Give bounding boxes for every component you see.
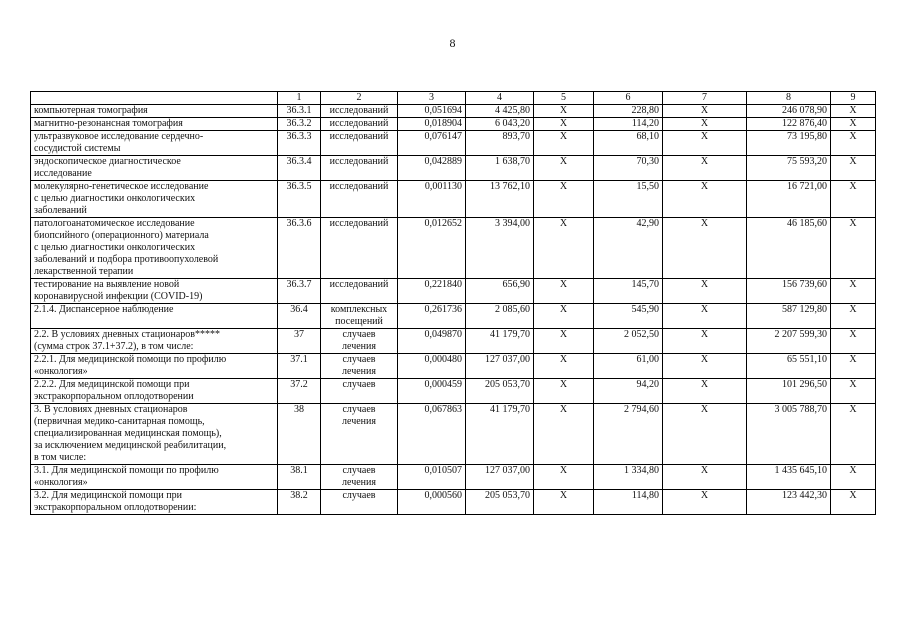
value-col-3: 0,049870 [398,329,466,354]
value-col-9: Х [831,131,876,156]
row-code: 37.1 [278,354,321,379]
value-col-6: 68,10 [594,131,663,156]
row-code: 38.1 [278,465,321,490]
value-col-3: 0,261736 [398,304,466,329]
value-col-8: 122 876,40 [747,118,831,131]
value-col-3: 0,221840 [398,279,466,304]
indicator-name: компьютерная томография [31,105,278,118]
value-col-4: 205 053,70 [466,490,534,515]
value-col-9: Х [831,304,876,329]
unit: исследований [321,156,398,181]
table-row [31,304,876,329]
value-col-3: 0,001130 [398,181,466,218]
column-header: 1 [278,92,321,105]
value-col-5: Х [534,354,594,379]
value-col-6: 145,70 [594,279,663,304]
row-code: 36.3.5 [278,181,321,218]
unit: исследований [321,279,398,304]
row-code: 36.3.6 [278,218,321,279]
unit: случаев [321,490,398,515]
value-col-5: Х [534,131,594,156]
column-header: 9 [831,92,876,105]
value-col-5: Х [534,156,594,181]
value-col-6: 1 334,80 [594,465,663,490]
value-col-8: 101 296,50 [747,379,831,404]
table-row [31,490,876,515]
value-col-9: Х [831,118,876,131]
value-col-7: Х [663,118,747,131]
indicator-name: 2.1.4. Диспансерное наблюдение [31,304,278,329]
table-row [31,329,876,354]
value-col-6: 2 794,60 [594,404,663,465]
value-col-3: 0,067863 [398,404,466,465]
value-col-3: 0,051694 [398,105,466,118]
unit: исследований [321,118,398,131]
unit: исследований [321,131,398,156]
value-col-9: Х [831,105,876,118]
table-row [31,379,876,404]
value-col-3: 0,010507 [398,465,466,490]
value-col-4: 3 394,00 [466,218,534,279]
value-col-8: 2 207 599,30 [747,329,831,354]
data-table [30,91,876,515]
value-col-3: 0,000480 [398,354,466,379]
row-code: 36.3.7 [278,279,321,304]
value-col-5: Х [534,181,594,218]
column-header: 2 [321,92,398,105]
row-code: 38.2 [278,490,321,515]
value-col-4: 1 638,70 [466,156,534,181]
value-col-4: 41 179,70 [466,329,534,354]
value-col-7: Х [663,490,747,515]
value-col-8: 156 739,60 [747,279,831,304]
value-col-8: 16 721,00 [747,181,831,218]
column-header-row [31,92,876,105]
column-header: 5 [534,92,594,105]
value-col-9: Х [831,379,876,404]
value-col-6: 114,80 [594,490,663,515]
indicator-name: тестирование на выявление новой коронавирусной инфекции (COVID-19) [31,279,278,304]
indicator-name: магнитно-резонансная томография [31,118,278,131]
indicator-name: молекулярно-генетическое исследование с целью диагностики онкологических заболеваний [31,181,278,218]
column-header: 8 [747,92,831,105]
unit: случаев лечения [321,329,398,354]
value-col-5: Х [534,304,594,329]
value-col-6: 114,20 [594,118,663,131]
unit: исследований [321,218,398,279]
value-col-4: 6 043,20 [466,118,534,131]
row-code: 37 [278,329,321,354]
value-col-3: 0,012652 [398,218,466,279]
value-col-9: Х [831,465,876,490]
value-col-6: 545,90 [594,304,663,329]
value-col-9: Х [831,181,876,218]
value-col-4: 656,90 [466,279,534,304]
table-row [31,105,876,118]
row-code: 38 [278,404,321,465]
value-col-5: Х [534,329,594,354]
value-col-9: Х [831,490,876,515]
value-col-7: Х [663,304,747,329]
unit: случаев лечения [321,465,398,490]
value-col-5: Х [534,490,594,515]
value-col-6: 228,80 [594,105,663,118]
value-col-7: Х [663,465,747,490]
value-col-7: Х [663,379,747,404]
unit: исследований [321,105,398,118]
value-col-6: 42,90 [594,218,663,279]
column-header [31,92,278,105]
value-col-4: 13 762,10 [466,181,534,218]
indicator-name: 2.2.2. Для медицинской помощи при экстракорпоральном оплодотворении [31,379,278,404]
value-col-4: 2 085,60 [466,304,534,329]
value-col-4: 41 179,70 [466,404,534,465]
value-col-8: 46 185,60 [747,218,831,279]
table-row [31,118,876,131]
row-code: 36.4 [278,304,321,329]
value-col-7: Х [663,131,747,156]
value-col-6: 15,50 [594,181,663,218]
row-code: 37.2 [278,379,321,404]
value-col-8: 587 129,80 [747,304,831,329]
table-row [31,156,876,181]
value-col-7: Х [663,329,747,354]
indicator-name: 3.1. Для медицинской помощи по профилю «онкология» [31,465,278,490]
value-col-3: 0,000560 [398,490,466,515]
table-row [31,131,876,156]
value-col-5: Х [534,105,594,118]
value-col-9: Х [831,404,876,465]
row-code: 36.3.2 [278,118,321,131]
table-row [31,181,876,218]
value-col-3: 0,018904 [398,118,466,131]
value-col-7: Х [663,279,747,304]
value-col-8: 246 078,90 [747,105,831,118]
indicator-name: ультразвуковое исследование сердечно- сосудистой системы [31,131,278,156]
value-col-6: 61,00 [594,354,663,379]
table-row [31,218,876,279]
value-col-9: Х [831,329,876,354]
value-col-6: 70,30 [594,156,663,181]
page-number: 8 [449,36,456,50]
value-col-5: Х [534,218,594,279]
value-col-7: Х [663,404,747,465]
value-col-5: Х [534,379,594,404]
row-code: 36.3.4 [278,156,321,181]
indicator-name: 2.2.1. Для медицинской помощи по профилю «онкология» [31,354,278,379]
value-col-9: Х [831,279,876,304]
value-col-3: 0,000459 [398,379,466,404]
value-col-5: Х [534,118,594,131]
value-col-4: 893,70 [466,131,534,156]
value-col-6: 2 052,50 [594,329,663,354]
value-col-9: Х [831,354,876,379]
value-col-7: Х [663,218,747,279]
table-row [31,354,876,379]
value-col-7: Х [663,105,747,118]
value-col-4: 4 425,80 [466,105,534,118]
value-col-5: Х [534,465,594,490]
value-col-8: 123 442,30 [747,490,831,515]
indicator-name: 2.2. В условиях дневных стационаров***** (сумма строк 37.1+37.2), в том числе: [31,329,278,354]
value-col-5: Х [534,404,594,465]
unit: случаев [321,379,398,404]
value-col-9: Х [831,218,876,279]
value-col-8: 75 593,20 [747,156,831,181]
value-col-4: 205 053,70 [466,379,534,404]
unit: случаев лечения [321,354,398,379]
value-col-7: Х [663,181,747,218]
value-col-5: Х [534,279,594,304]
value-col-8: 1 435 645,10 [747,465,831,490]
column-header: 7 [663,92,747,105]
indicator-name: эндоскопическое диагностическое исследование [31,156,278,181]
value-col-8: 65 551,10 [747,354,831,379]
value-col-4: 127 037,00 [466,465,534,490]
value-col-7: Х [663,354,747,379]
table-row [31,465,876,490]
row-code: 36.3.3 [278,131,321,156]
value-col-6: 94,20 [594,379,663,404]
column-header: 3 [398,92,466,105]
value-col-9: Х [831,156,876,181]
value-col-3: 0,076147 [398,131,466,156]
indicator-name: 3. В условиях дневных стационаров (первичная медико-санитарная помощь, специализированная медицинская помощь), за исключением медицинской реабилитации, в том числе: [31,404,278,465]
indicator-name: патологоанатомическое исследование биопсийного (операционного) материала с целью диагностики онкологических заболеваний и подбора противоопухолевой лекарственной терапии [31,218,278,279]
unit: комплексных посещений [321,304,398,329]
unit: исследований [321,181,398,218]
value-col-8: 3 005 788,70 [747,404,831,465]
value-col-3: 0,042889 [398,156,466,181]
column-header: 4 [466,92,534,105]
value-col-7: Х [663,156,747,181]
indicator-name: 3.2. Для медицинской помощи при экстракорпоральном оплодотворении: [31,490,278,515]
unit: случаев лечения [321,404,398,465]
table-row [31,404,876,465]
table-row [31,279,876,304]
row-code: 36.3.1 [278,105,321,118]
column-header: 6 [594,92,663,105]
value-col-4: 127 037,00 [466,354,534,379]
value-col-8: 73 195,80 [747,131,831,156]
